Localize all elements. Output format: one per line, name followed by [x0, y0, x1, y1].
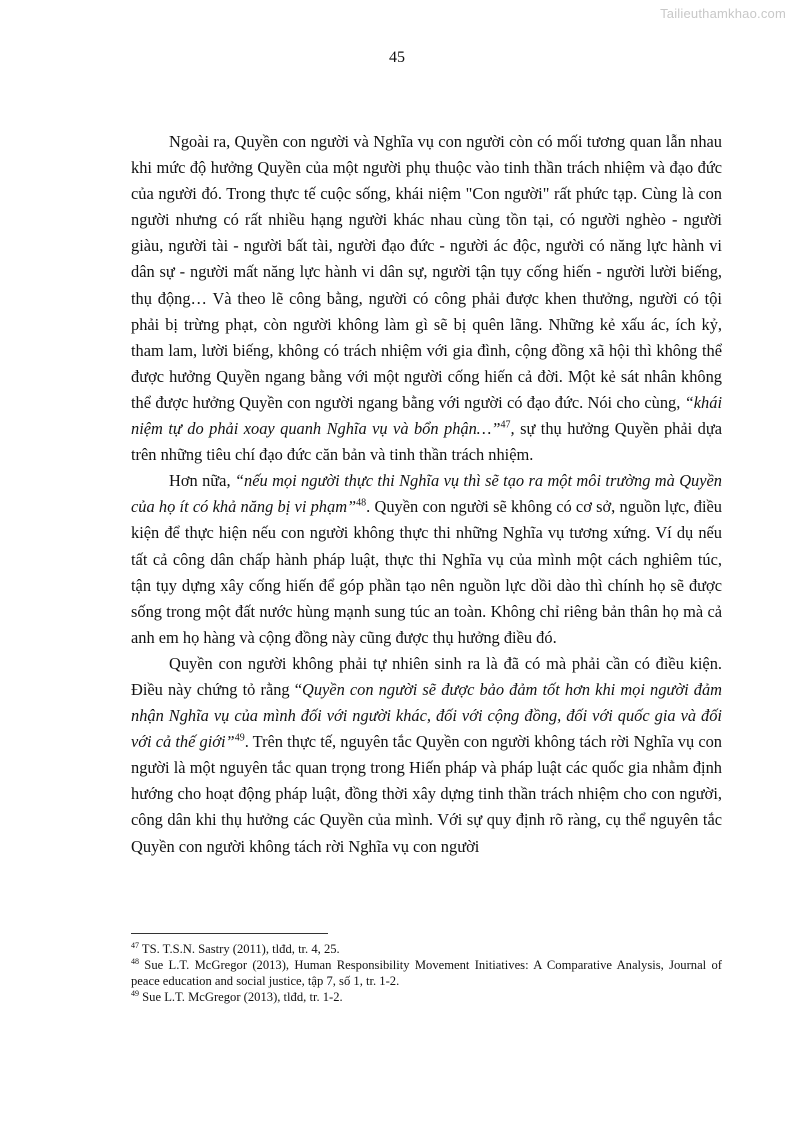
- paragraph-2-text-a: Hơn nữa,: [169, 471, 235, 491]
- footnote-text: Sue L.T. McGregor (2013), Human Responsibility Movement Initiatives: A Comparative Analysis, Journal of peace education and social justice, tập 7, số 1, tr. 1-2.: [131, 958, 722, 988]
- footnote-ref-49[interactable]: 49: [234, 732, 245, 744]
- footnote-ref-47[interactable]: 47: [500, 419, 511, 431]
- footnote-ref-48[interactable]: 48: [356, 497, 367, 509]
- footnote-number: 49: [131, 988, 139, 998]
- body-text: [131, 129, 722, 860]
- paragraph-2: [131, 468, 722, 651]
- footnote-number: 47: [131, 940, 139, 950]
- quote-47-comma: ,: [510, 419, 515, 439]
- page-number: 45: [389, 49, 405, 66]
- quote-47: “khái niệm tự do phải xoay quanh Nghĩa vụ và bổn phận…”: [131, 392, 722, 439]
- paragraph-3: [131, 651, 722, 860]
- quote-49: Quyền con người sẽ được bảo đảm tốt hơn khi mọi người đảm nhận Nghĩa vụ của mình đối với người khác, đối với cộng đồng, đối với quốc gia và đối với cả thế giới”: [131, 679, 722, 752]
- footnote-text: TS. T.S.N. Sastry (2011), tlđd, tr. 4, 25.: [139, 942, 340, 956]
- footnote-48: [131, 957, 722, 989]
- footnote-47: [131, 941, 722, 957]
- footnote-49: [131, 989, 722, 1005]
- footnote-text: Sue L.T. McGregor (2013), tlđd, tr. 1-2.: [139, 990, 343, 1004]
- footnote-divider: [131, 933, 328, 934]
- watermark: Tailieuthamkhao.com: [660, 6, 786, 21]
- footnotes: [131, 941, 722, 1005]
- quote-48: “nếu mọi người thực thi Nghĩa vụ thì sẽ tạo ra một môi trường mà Quyền của họ ít có khả năng bị vi phạm”: [131, 471, 722, 517]
- paragraph-1: [131, 129, 722, 468]
- paragraph-3-text-a: Quyền con người không phải tự nhiên sinh ra là đã có mà phải cần có điều kiện. Điều này chứng tỏ rằng “: [131, 653, 722, 699]
- paragraph-1-text-b: sự thụ hưởng Quyền phải dựa trên những tiêu chí đạo đức căn bản và tinh thần trách nhiệm.: [131, 419, 722, 465]
- paragraph-1-text-a: Ngoài ra, Quyền con người và Nghĩa vụ con người còn có mối tương quan lẫn nhau khi mức độ hưởng Quyền của một người phụ thuộc vào tinh thần trách nhiệm và đạo đức của người đó. Trong thực tế cuộc sống, khái niệm "Con người" rất phức tạp. Cùng là con người nhưng có rất nhiều hạng người khác nhau cùng tồn tại, có người nghèo - người giàu, người tài - người bất tài, người đạo đức - người ác độc, người có năng lực hành vi dân sự - người mất năng lực hành vi dân sự, người tận tụy cống hiến - người lười biếng, thụ động… Và theo lẽ công bằng, người có công phải được khen thưởng, người có tội phải bị trừng phạt, còn người không làm gì sẽ bị quên lãng. Những kẻ xấu ác, ích kỷ, tham lam, lười biếng, không có trách nhiệm với gia đình, cộng đồng xã hội thì không thể được hưởng Quyền ngang bằng với một người cống hiến cả đời. Một kẻ sát nhân không thể được hưởng Quyền con người ngang bằng với người có đạo đức. Nói cho cùng,: [131, 132, 722, 412]
- footnote-number: 48: [131, 956, 139, 966]
- paragraph-3-text-b: . Trên thực tế, nguyên tắc Quyền con người không tách rời Nghĩa vụ con người là một nguyên tắc quan trọng trong Hiến pháp và pháp luật các quốc gia nhằm định hướng cho hoạt động pháp luật, đồng thời xây dựng tinh thần trách nhiệm cho con người, công dân khi thụ hưởng các Quyền của mình. Với sự quy định rõ ràng, cụ thể nguyên tắc Quyền con người không tách rời Nghĩa vụ con người: [131, 732, 723, 856]
- paragraph-2-text-b: . Quyền con người sẽ không có cơ sở, nguồn lực, điều kiện để thực hiện nếu con người không thực thi những Nghĩa vụ tương xứng. Ví dụ nếu tất cả công dân chấp hành pháp luật, thực thi Nghĩa vụ của mình một cách nghiêm túc, tận tụy dựng xây cống hiến để góp phần tạo nên nguồn lực dồi dào thì chính họ sẽ được sống trong một đất nước hùng mạnh sung túc an toàn. Không chỉ riêng bản thân họ mà cả anh em họ hàng và cộng đồng này cũng được thụ hưởng điều đó.: [131, 497, 722, 647]
